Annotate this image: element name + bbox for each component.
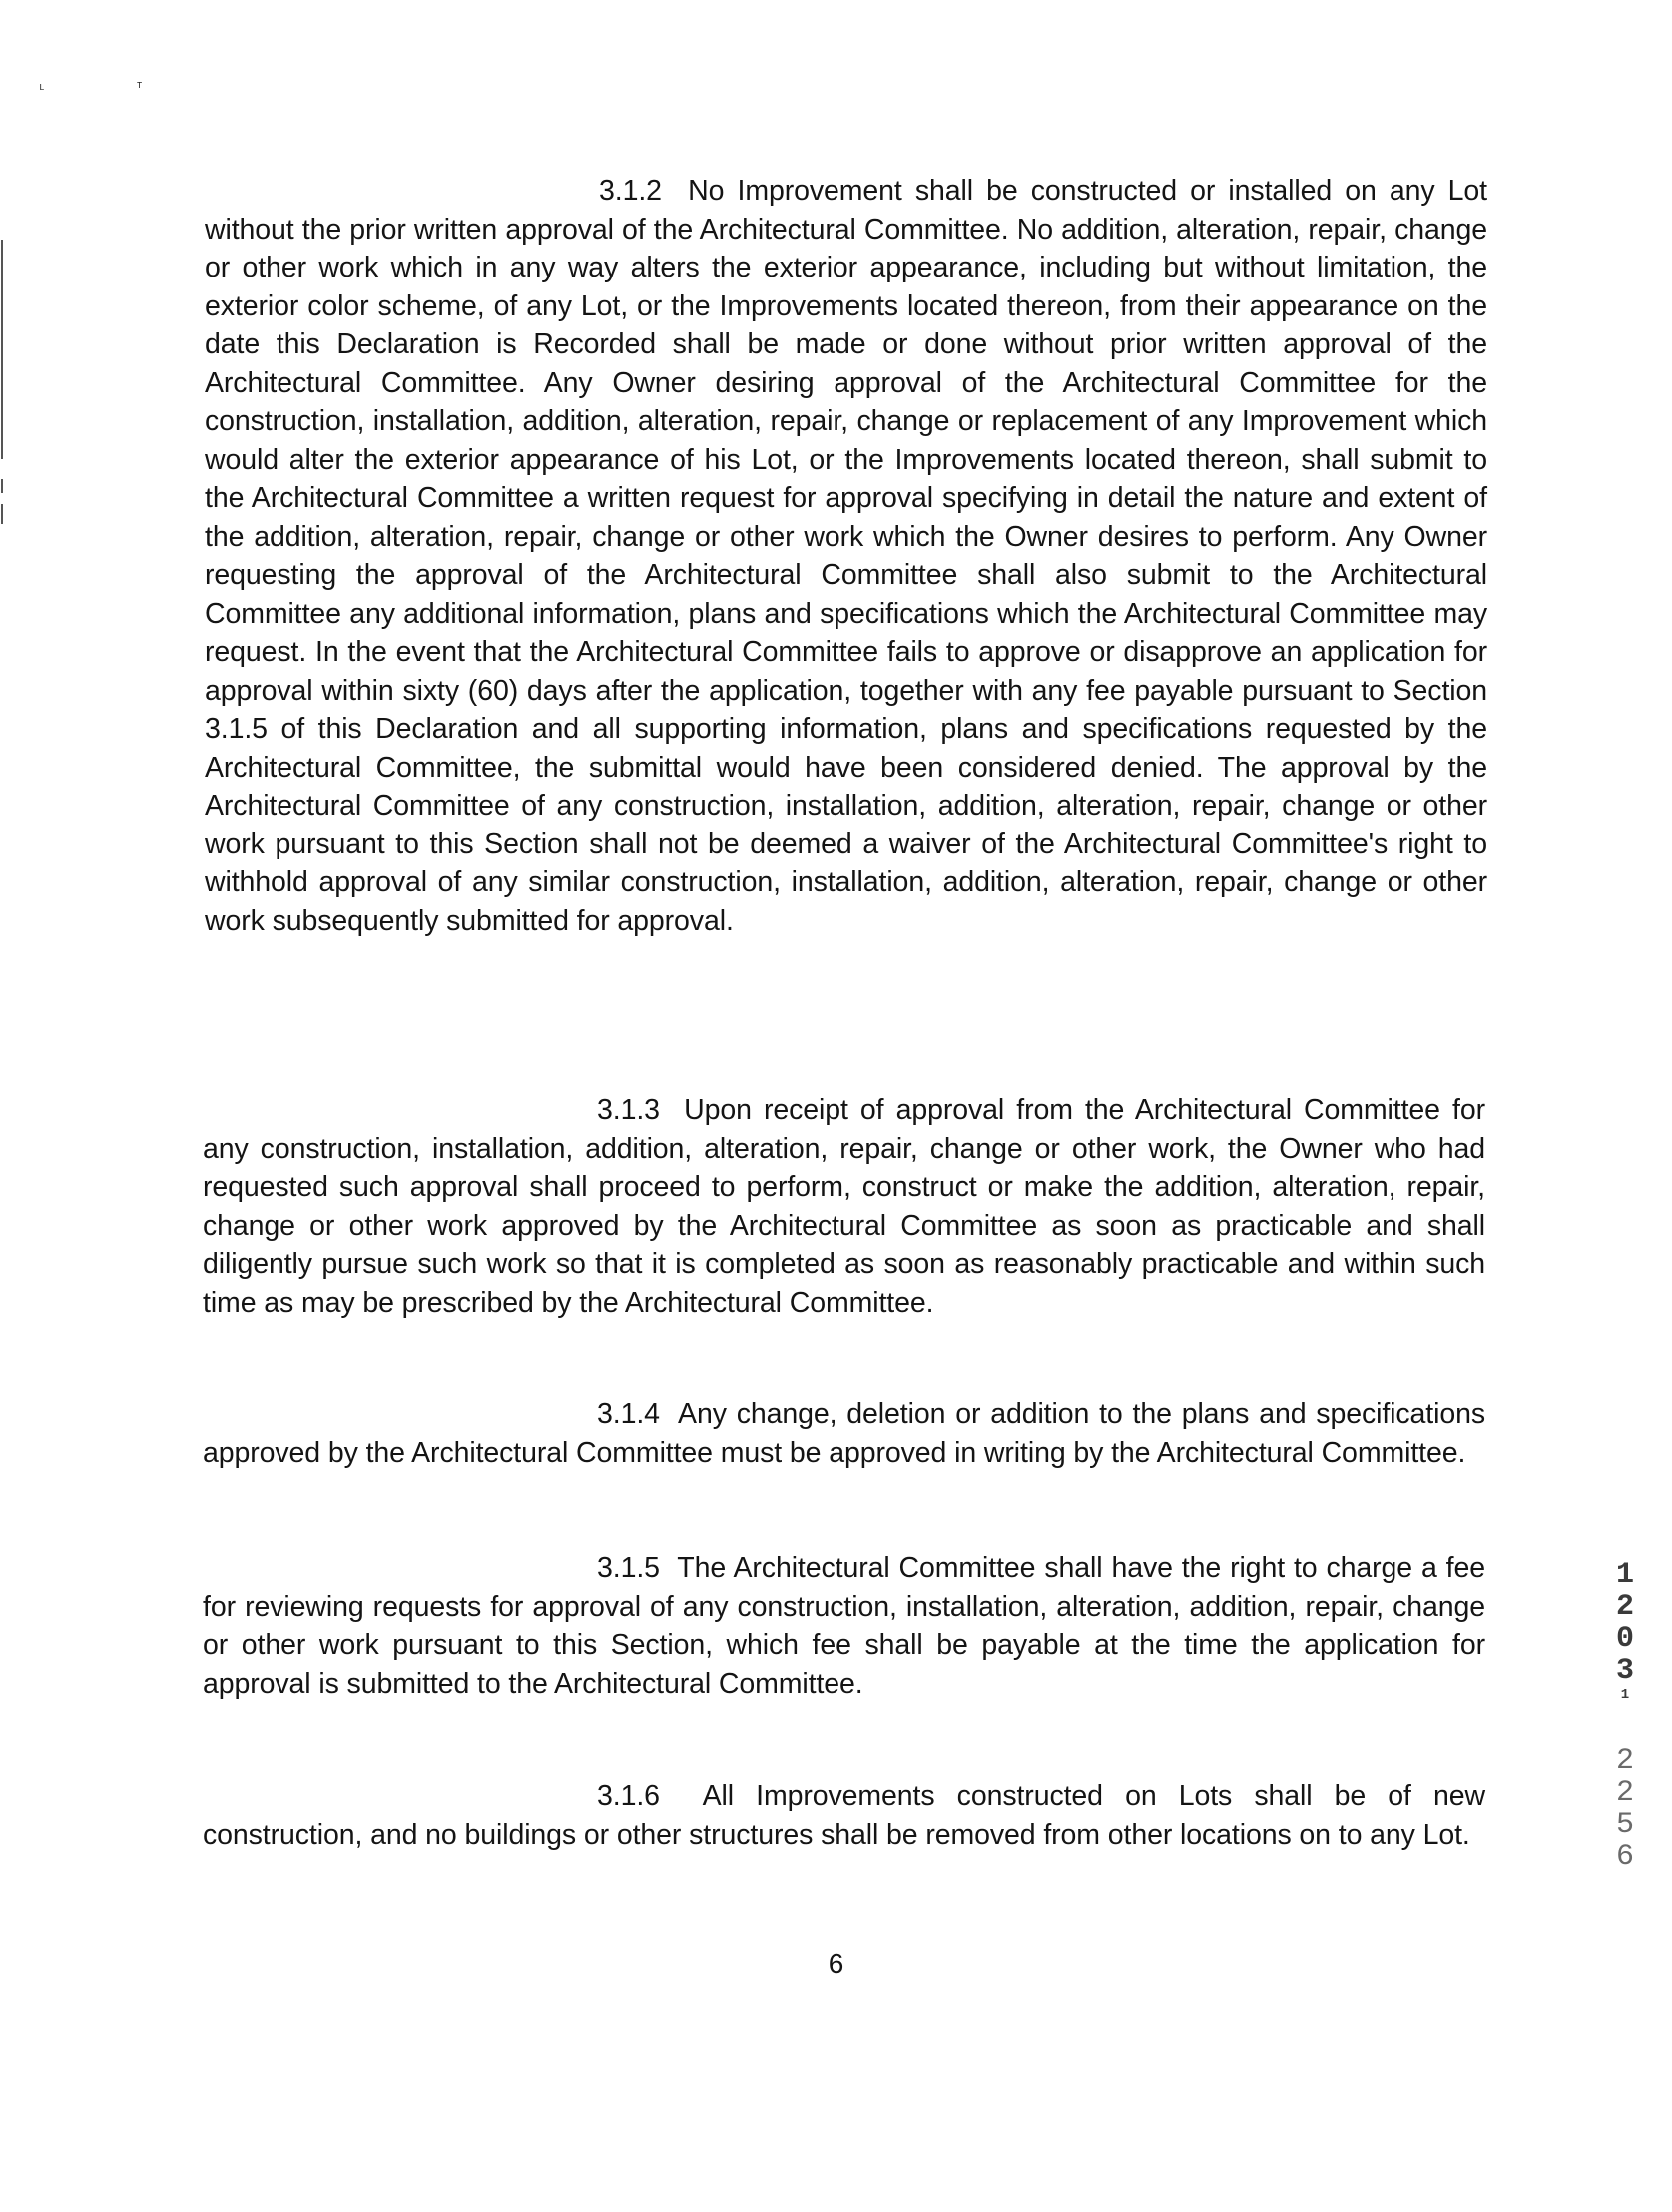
stamp-digit: 1 bbox=[1620, 1687, 1630, 1703]
margin-revision-bar bbox=[1, 479, 3, 493]
section-text: Any change, deletion or addition to the plans and specifications approved by the Architectural Committee must be approved in writing by the Architectural Committee. bbox=[203, 1398, 1485, 1469]
stamp-digit: 5 bbox=[1615, 1808, 1634, 1842]
stamp-digit: 2 bbox=[1615, 1776, 1634, 1810]
section-text: All Improvements constructed on Lots shall be of new construction, and no buildings or other structures shall be removed from other locations on to any Lot. bbox=[203, 1780, 1485, 1851]
margin-revision-bar bbox=[1, 504, 3, 524]
section-number: 3.1.3 bbox=[597, 1094, 660, 1126]
section-text: The Architectural Committee shall have the right to charge a fee for reviewing requests for approval of any construction, installation, alteration, addition, repair, change or other work pursuant to this Section, which fee shall be payable at the time the application for approval is submitted to the Architectural Committee. bbox=[203, 1552, 1486, 1700]
stamp-digit: 0 bbox=[1615, 1622, 1634, 1656]
scan-artifact-mark: ᴸ bbox=[40, 82, 45, 96]
stamp-digit: 3 bbox=[1615, 1654, 1634, 1688]
section-number: 3.1.4 bbox=[597, 1398, 660, 1430]
stamp-digit: 2 bbox=[1615, 1744, 1634, 1778]
section-number: 3.1.2 bbox=[599, 175, 662, 207]
section-number: 3.1.6 bbox=[597, 1780, 660, 1812]
section-text: Upon receipt of approval from the Architectural Committee for any construction, installation, addition, alteration, repair, change or other work, the Owner who had requested such approval shall proceed to perform, construct or make the addition, alteration, repair, change or other work approved by the Architectural Committee as soon as practicable and shall diligently pursue such work so that it is completed as soon as reasonably practicable and within such time as may be prescribed by the Architectural Committee. bbox=[203, 1094, 1485, 1319]
stamp-digit: 1 bbox=[1615, 1558, 1634, 1592]
section-3-1-2-paragraph bbox=[205, 172, 1487, 940]
section-3-1-4-paragraph bbox=[203, 1395, 1485, 1472]
recording-stamp-top bbox=[1611, 1559, 1639, 1703]
section-number: 3.1.5 bbox=[597, 1552, 660, 1584]
page-number: 6 bbox=[828, 1948, 844, 1979]
recording-stamp-bottom bbox=[1611, 1745, 1639, 1873]
scan-artifact-mark: ᵀ bbox=[137, 80, 143, 94]
section-3-1-5-paragraph bbox=[203, 1549, 1485, 1703]
stamp-digit: 2 bbox=[1615, 1590, 1634, 1624]
section-3-1-3-paragraph bbox=[203, 1091, 1485, 1322]
section-3-1-6-paragraph bbox=[203, 1777, 1485, 1854]
section-text: No Improvement shall be constructed or installed on any Lot without the prior written approval of the Architectural Committee. No addition, alteration, repair, change or other work which in any way alters the exterior appearance, including but without limitation, the exterior color scheme, of any Lot, or the Improvements located thereon, from their appearance on the date this Declaration is Recorded shall be made or done without prior written approval of the Architectural Committee. Any Owner desiring approval of the Architectural Committee for the construction, installation, addition, alteration, repair, change or replacement of any Improvement which would alter the exterior appearance of his Lot, or the Improvements located thereon, shall submit to the Architectural Committee a written request for approval specifying in detail the nature and extent of the addition, alteration, repair, change or other work which the Owner desires to perform. Any Owner requesting the approval of the Architectural Committee shall also submit to the Architectural Committee any additional information, plans and specifications which the Architectural Committee may request. In the event that the Architectural Committee fails to approve or disapprove an application for approval within sixty (60) days after the application, together with any fee payable pursuant to Section 3.1.5 of this Declaration and all supporting information, plans and specifications requested by the Architectural Committee, the submittal would have been considered denied. The approval by the Architectural Committee of any construction, installation, addition, alteration, repair, change or other work pursuant to this Section shall not be deemed a waiver of the Architectural Committee's right to withhold approval of any similar construction, installation, addition, alteration, repair, change or other work subsequently submitted for approval. bbox=[205, 175, 1487, 937]
stamp-digit: 6 bbox=[1615, 1840, 1634, 1874]
margin-revision-bar bbox=[1, 240, 3, 459]
